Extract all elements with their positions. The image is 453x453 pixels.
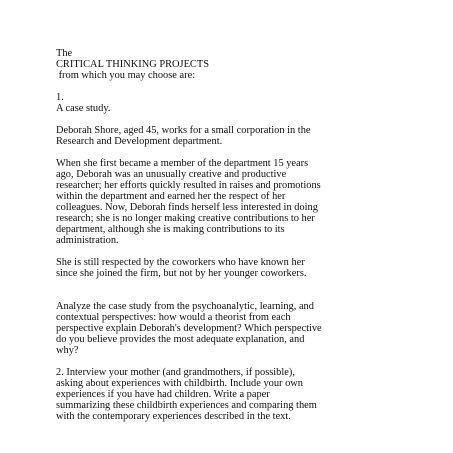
paragraph-line: with the contemporary experiences described in the text. bbox=[56, 411, 291, 422]
paragraph-line: why? bbox=[56, 345, 79, 356]
paragraph-line: research; she is no longer making creative contributions to her bbox=[56, 213, 315, 224]
title-line-2: CRITICAL THINKING PROJECTS bbox=[56, 59, 209, 70]
paragraph-line: 2. Interview your mother (and grandmothers, if possible), bbox=[56, 367, 295, 378]
paragraph-line: summarizing these childbirth experiences and comparing them bbox=[56, 400, 317, 411]
paragraph-line: asking about experiences with childbirth. Include your own bbox=[56, 378, 304, 389]
title-line-1: The bbox=[56, 48, 73, 59]
paragraph-line: Deborah Shore, aged 45, works for a small corporation in the bbox=[56, 125, 311, 136]
paragraph-line: perspective explain Deborah's development? Which perspective bbox=[56, 323, 322, 334]
paragraph-line: do you believe provides the most adequate explanation, and bbox=[56, 334, 305, 345]
paragraph-line: Analyze the case study from the psychoanalytic, learning, and bbox=[56, 301, 314, 312]
item-heading: A case study. bbox=[56, 103, 111, 114]
paragraph-line: since she joined the firm, but not by her younger coworkers. bbox=[56, 268, 307, 279]
item-number: 1. bbox=[56, 92, 64, 103]
paragraph-line: department, although she is making contributions to its bbox=[56, 224, 285, 235]
paragraph-line: experiences if you have had children. Write a paper bbox=[56, 389, 270, 400]
paragraph-line: ago, Deborah was an unusually creative and productive bbox=[56, 169, 287, 180]
paragraph-line: She is still respected by the coworkers who have known her bbox=[56, 257, 305, 268]
paragraph-line: contextual perspectives: how would a theorist from each bbox=[56, 312, 291, 323]
paragraph-line: colleagues. Now, Deborah finds herself less interested in doing bbox=[56, 202, 318, 213]
paragraph-line: Research and Development department. bbox=[56, 136, 223, 147]
paragraph-line: When she first became a member of the department 15 years bbox=[56, 158, 309, 169]
title-line-3: from which you may choose are: bbox=[56, 70, 196, 81]
paragraph-line: administration. bbox=[56, 235, 119, 246]
paragraph-line: researcher; her efforts quickly resulted in raises and promotions bbox=[56, 180, 321, 191]
paragraph-line: within the department and earned her the respect of her bbox=[56, 191, 286, 202]
